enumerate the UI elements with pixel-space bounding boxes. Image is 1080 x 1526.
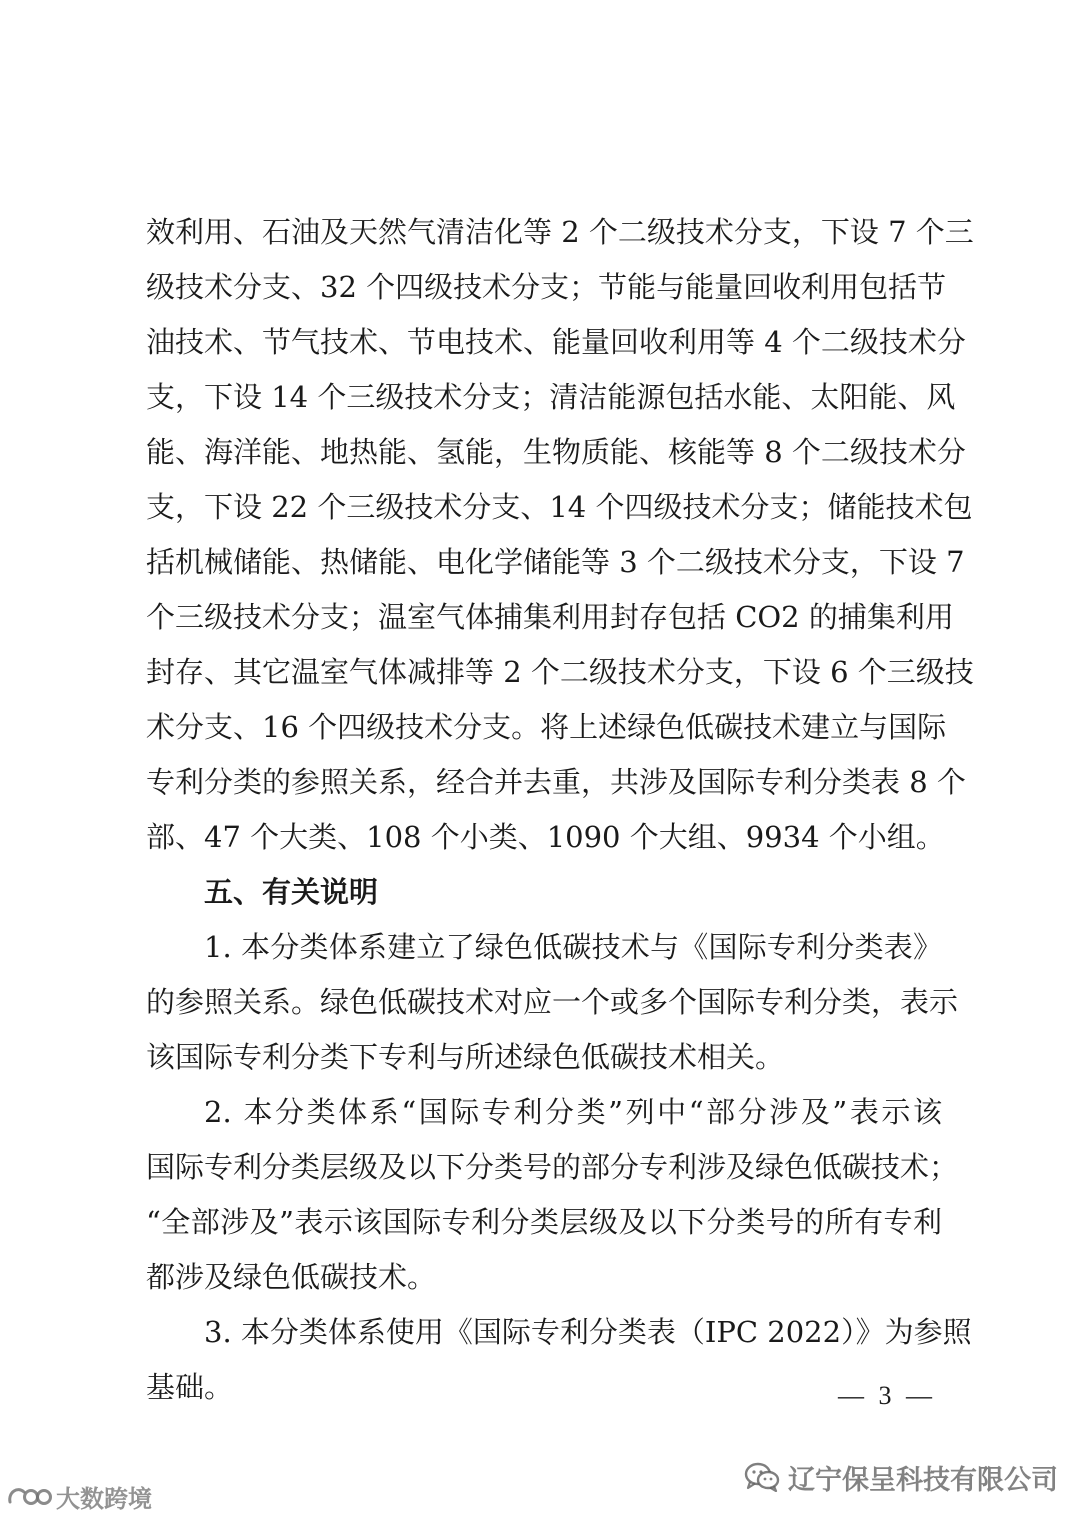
text-line: 国际专利分类层级及以下分类号的部分专利涉及绿色低碳技术； [146, 1150, 959, 1184]
text-line: 都涉及绿色低碳技术。 [146, 1260, 437, 1294]
text-line: 支，下设 14 个三级技术分支；清洁能源包括水能、太阳能、风 [146, 380, 956, 414]
text-line: 的参照关系。绿色低碳技术对应一个或多个国际专利分类，表示 [146, 985, 959, 1019]
text-line: 该国际专利分类下专利与所述绿色低碳技术相关。 [146, 1040, 785, 1074]
text-line: “全部涉及”表示该国际专利分类层级及以下分类号的所有专利 [146, 1205, 942, 1239]
text-line: 油技术、节气技术、节电技术、能量回收利用等 4 个二级技术分 [146, 325, 966, 359]
text-line: 部、47 个大类、108 个小类、1090 个大组、9934 个小组。 [146, 820, 945, 854]
wechat-icon [744, 1462, 780, 1492]
brand-watermark [6, 1478, 152, 1514]
text-line: 封存、其它温室气体减排等 2 个二级技术分支，下设 6 个三级技 [146, 655, 974, 689]
logo-icon [6, 1482, 52, 1510]
text-line: 级技术分支、32 个四级技术分支；节能与能量回收利用包括节 [146, 270, 947, 304]
text-line: 基础。 [146, 1370, 234, 1404]
wechat-watermark [744, 1457, 1058, 1497]
text-line: 专利分类的参照关系，经合并去重，共涉及国际专利分类表 8 个 [146, 765, 966, 799]
page-number: — 3 — [838, 1381, 936, 1410]
text-line: 3. 本分类体系使用《国际专利分类表（IPC 2022）》为参照 [204, 1315, 972, 1349]
text-line: 术分支、16 个四级技术分支。将上述绿色低碳技术建立与国际 [146, 710, 947, 744]
document-body [146, 205, 974, 1415]
text-line: 支，下设 22 个三级技术分支、14 个四级技术分支；储能技术包 [146, 490, 973, 524]
text-line: 效利用、石油及天然气清洁化等 2 个二级技术分支，下设 7 个三 [146, 215, 974, 249]
section-heading: 五、有关说明 [204, 875, 379, 909]
text-line: 括机械储能、热储能、电化学储能等 3 个二级技术分支，下设 7 [146, 545, 965, 579]
text-line: 1. 本分类体系建立了绿色低碳技术与《国际专利分类表》 [204, 930, 942, 964]
watermark-text: 大数跨境 [56, 1484, 152, 1513]
text-line: 2. 本分类体系“国际专利分类”列中“部分涉及”表示该 [204, 1095, 942, 1129]
text-line: 能、海洋能、地热能、氢能，生物质能、核能等 8 个二级技术分 [146, 435, 966, 469]
watermark-text: 辽宁保呈科技有限公司 [788, 1464, 1058, 1496]
text-line: 个三级技术分支；温室气体捕集利用封存包括 CO2 的捕集利用 [146, 600, 954, 634]
